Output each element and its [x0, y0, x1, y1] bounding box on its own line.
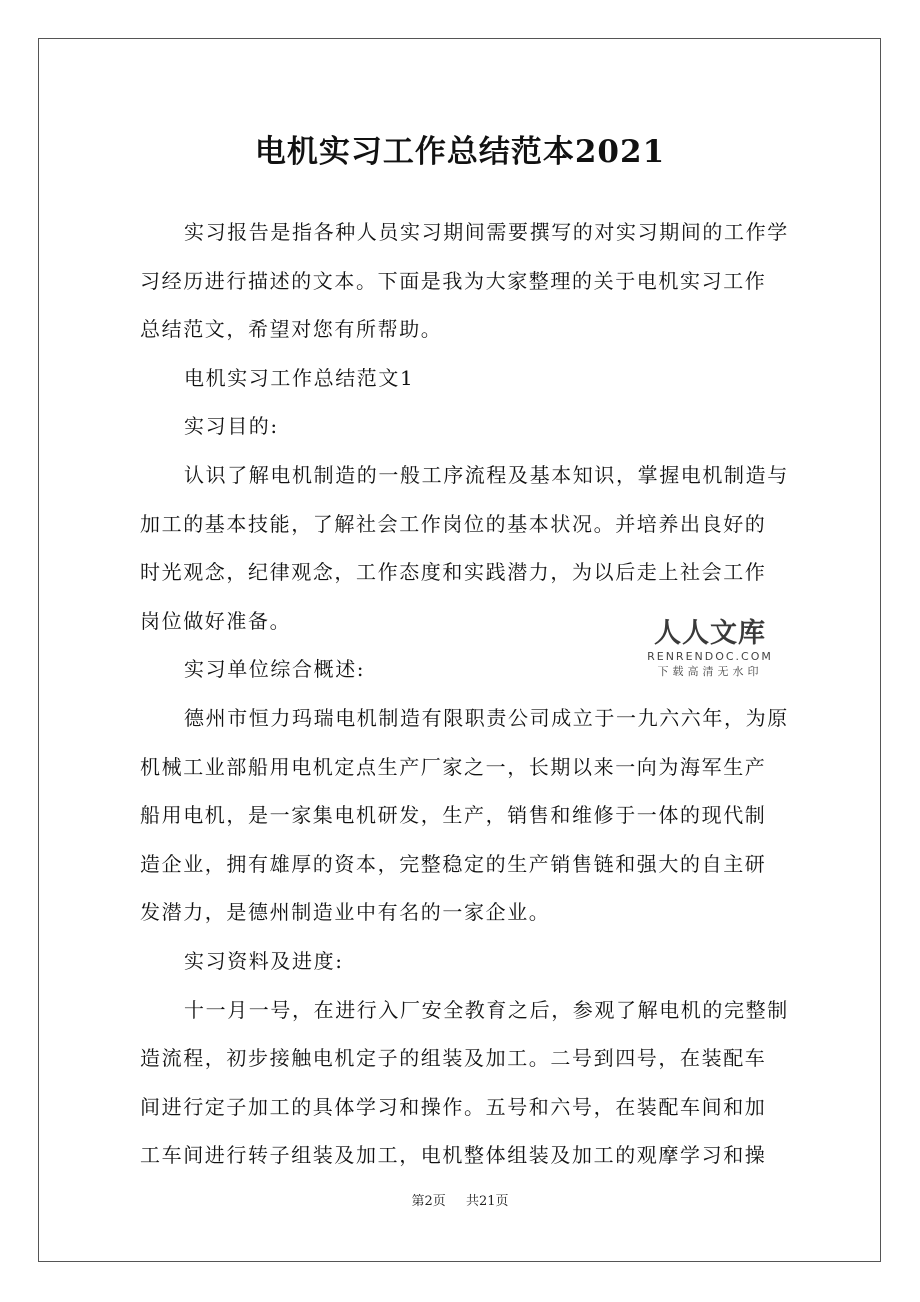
paragraph-line: 习经历进行描述的文本。下面是我为大家整理的关于电机实习工作 — [140, 268, 767, 293]
paragraph-line: 实习资料及进度: — [184, 948, 344, 973]
document-body — [140, 208, 790, 1180]
watermark-site: RENRENDOC.COM — [647, 650, 773, 663]
paragraph — [140, 451, 790, 645]
paragraph — [140, 402, 790, 451]
paragraph-line: 机械工业部船用电机定点生产厂家之一，长期以来一向为海军生产 — [140, 754, 767, 779]
paragraph-line: 加工的基本技能，了解社会工作岗位的基本状况。并培养出良好的 — [140, 511, 767, 536]
paragraph-line: 总结范文，希望对您有所帮助。 — [140, 317, 443, 342]
paragraph-line: 认识了解电机制造的一般工序流程及基本知识，掌握电机制造与 — [184, 462, 789, 487]
paragraph-line: 造企业，拥有雄厚的资本，完整稳定的生产销售链和强大的自主研 — [140, 851, 767, 876]
paragraph — [140, 354, 790, 403]
paragraph-line: 德州市恒力玛瑞电机制造有限职责公司成立于一九六六年，为原 — [184, 705, 789, 730]
page-number: 第2页 — [411, 1194, 446, 1209]
page-footer — [0, 1190, 920, 1209]
paragraph — [140, 986, 790, 1180]
paragraph-line: 造流程，初步接触电机定子的组装及加工。二号到四号，在装配车 — [140, 1046, 767, 1071]
paragraph-line: 间进行定子加工的具体学习和操作。五号和六号，在装配车间和加 — [140, 1094, 767, 1119]
paragraph-line: 岗位做好准备。 — [140, 608, 292, 633]
paragraph — [140, 694, 790, 937]
paragraph-line: 发潜力，是德州制造业中有名的一家企业。 — [140, 900, 551, 925]
paragraph — [140, 208, 790, 354]
watermark-brand: 人人文库 — [654, 618, 766, 649]
paragraph-line: 实习单位综合概述: — [184, 657, 366, 682]
paragraph-line: 船用电机，是一家集电机研发，生产，销售和维修于一体的现代制 — [140, 803, 767, 828]
paragraph-line: 工车间进行转子组装及加工，电机整体组装及加工的观摩学习和操 — [140, 1143, 767, 1168]
paragraph-line: 十一月一号，在进行入厂安全教育之后，参观了解电机的完整制 — [184, 997, 789, 1022]
paragraph — [140, 937, 790, 986]
document-title: 电机实习工作总结范本2021 — [254, 134, 666, 170]
paragraph-line: 实习目的: — [184, 414, 279, 439]
paragraph-line: 电机实习工作总结范文1 — [184, 365, 415, 390]
paragraph-line: 实习报告是指各种人员实习期间需要撰写的对实习期间的工作学 — [184, 220, 789, 244]
paragraph-line: 时光观念，纪律观念，工作态度和实践潜力，为以后走上社会工作 — [140, 560, 767, 585]
watermark — [640, 618, 780, 680]
watermark-note: 下载高清无水印 — [657, 665, 763, 678]
page-total: 共21页 — [465, 1194, 509, 1209]
